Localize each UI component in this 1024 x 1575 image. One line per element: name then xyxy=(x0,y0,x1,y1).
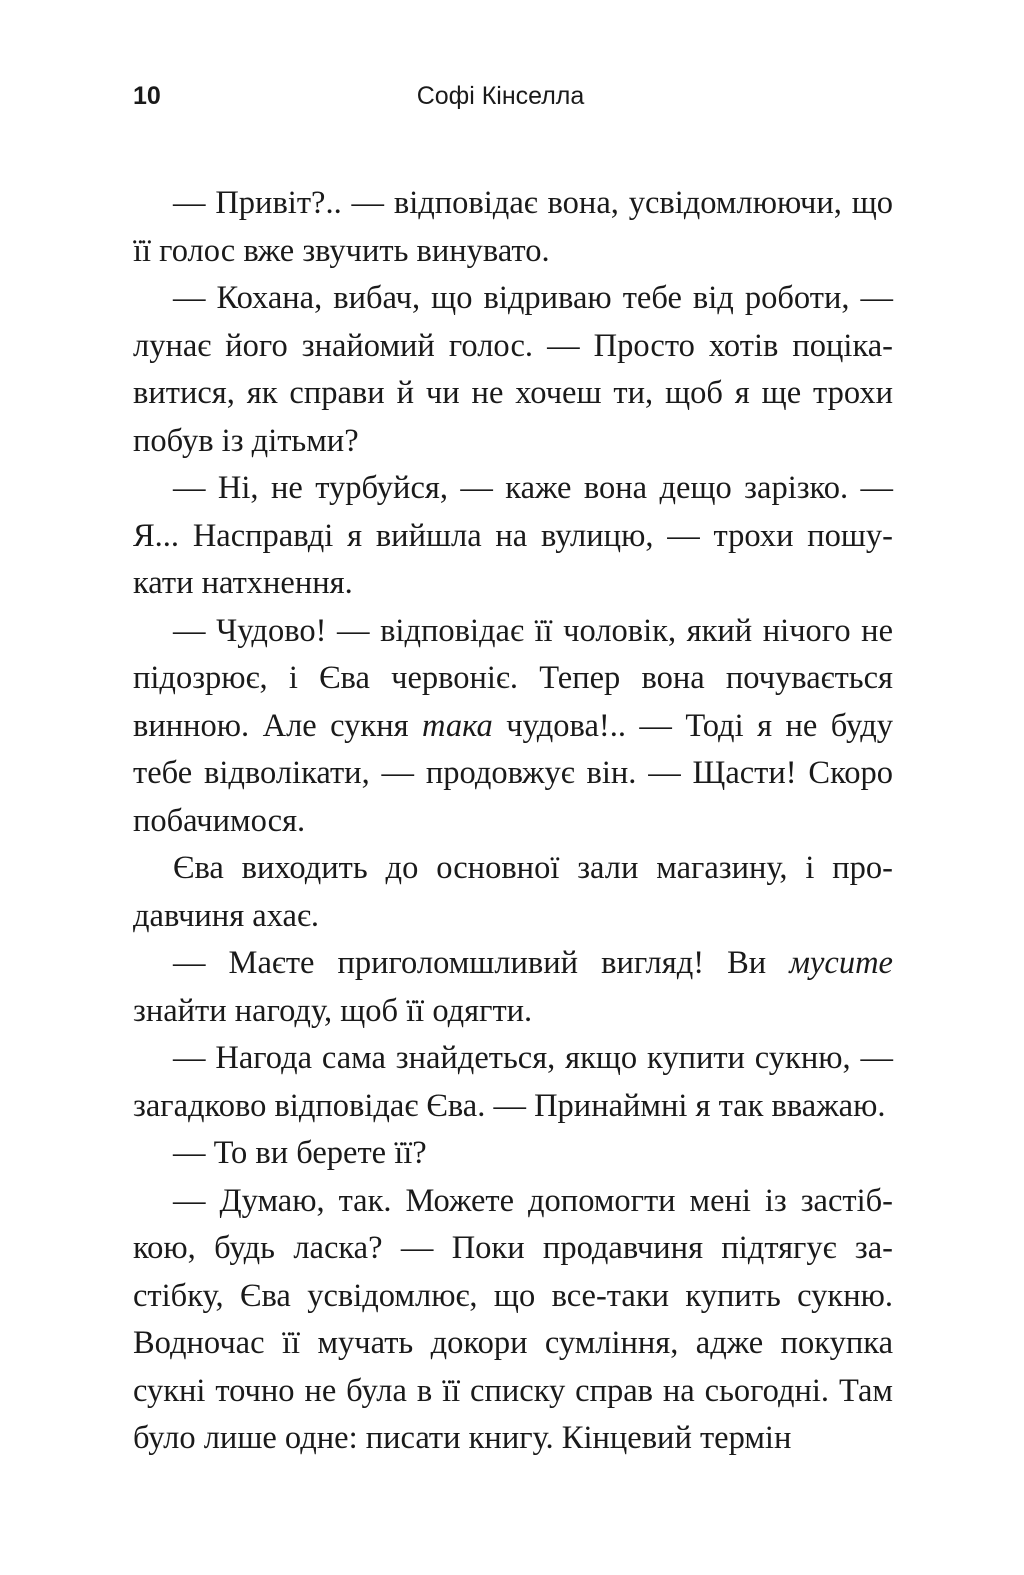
paragraph-text: — Маєте приголомшливий вигляд! Ви xyxy=(173,945,790,981)
paragraph-text: — Привіт?.. — відповідає вона, усвідомлюючи, що її голос вже звучить винувато. xyxy=(133,185,893,269)
paragraph-text: — То ви берете її? xyxy=(173,1135,427,1171)
paragraph-text: — Думаю, так. Можете допомогти мені із застібкою, будь ласка? — Поки продавчиня підтягує застібку, Єва усвідомлює, що все-таки купить сукню. Водночас її мучать докори сумління, адже покупка сукні точно не була в її списку справ на сьогодні. Там було лише одне: писати книгу. Кінцевий термін xyxy=(133,1182,893,1456)
paragraph xyxy=(133,465,893,608)
page-header xyxy=(133,74,893,118)
paragraph xyxy=(133,1178,893,1463)
paragraph-text: Єва виходить до основної зали магазину, і продавчиня ахає. xyxy=(133,850,893,934)
paragraph xyxy=(133,845,893,940)
paragraph xyxy=(133,275,893,465)
body-text xyxy=(133,180,893,1463)
emphasized-word: така xyxy=(422,707,493,744)
paragraph-text: — Нагода сама знайдеться, якщо купити сукню, — загадково відповідає Єва. — Принаймні я так вважаю. xyxy=(133,1040,893,1124)
running-title: Софі Кінселла xyxy=(416,82,585,110)
paragraph-text: — Ні, не турбуйся, — каже вона дещо зарізко. — Я... Насправді я вийшла на вулицю, — трохи пошукати натхнення. xyxy=(133,470,893,601)
paragraph-text: чудова!.. — Тоді я не буду тебе відволікати, — продовжує він. — Щасти! Скоро побачимося. xyxy=(133,707,894,839)
paragraph-text: знайти нагоду, щоб її одягти. xyxy=(133,992,533,1029)
paragraph xyxy=(133,1130,893,1178)
paragraph xyxy=(133,940,893,1035)
paragraph xyxy=(133,180,893,275)
page-number: 10 xyxy=(133,82,161,110)
emphasized-word: мусите xyxy=(789,945,893,981)
paragraph xyxy=(133,608,893,846)
paragraph xyxy=(133,1035,893,1130)
paragraph-text: — Кохана, вибач, що відриваю тебе від роботи, — лунає його знайомий голос. — Просто хотів поцікавитися, як справи й чи не хочеш ти, щоб я ще трохи побув із дітьми? xyxy=(133,280,893,459)
paragraph-text: — Чудово! — відповідає її чоловік, який нічого не підозрює, і Єва червоніє. Тепер вона почувається винною. Але сукня xyxy=(133,612,893,744)
